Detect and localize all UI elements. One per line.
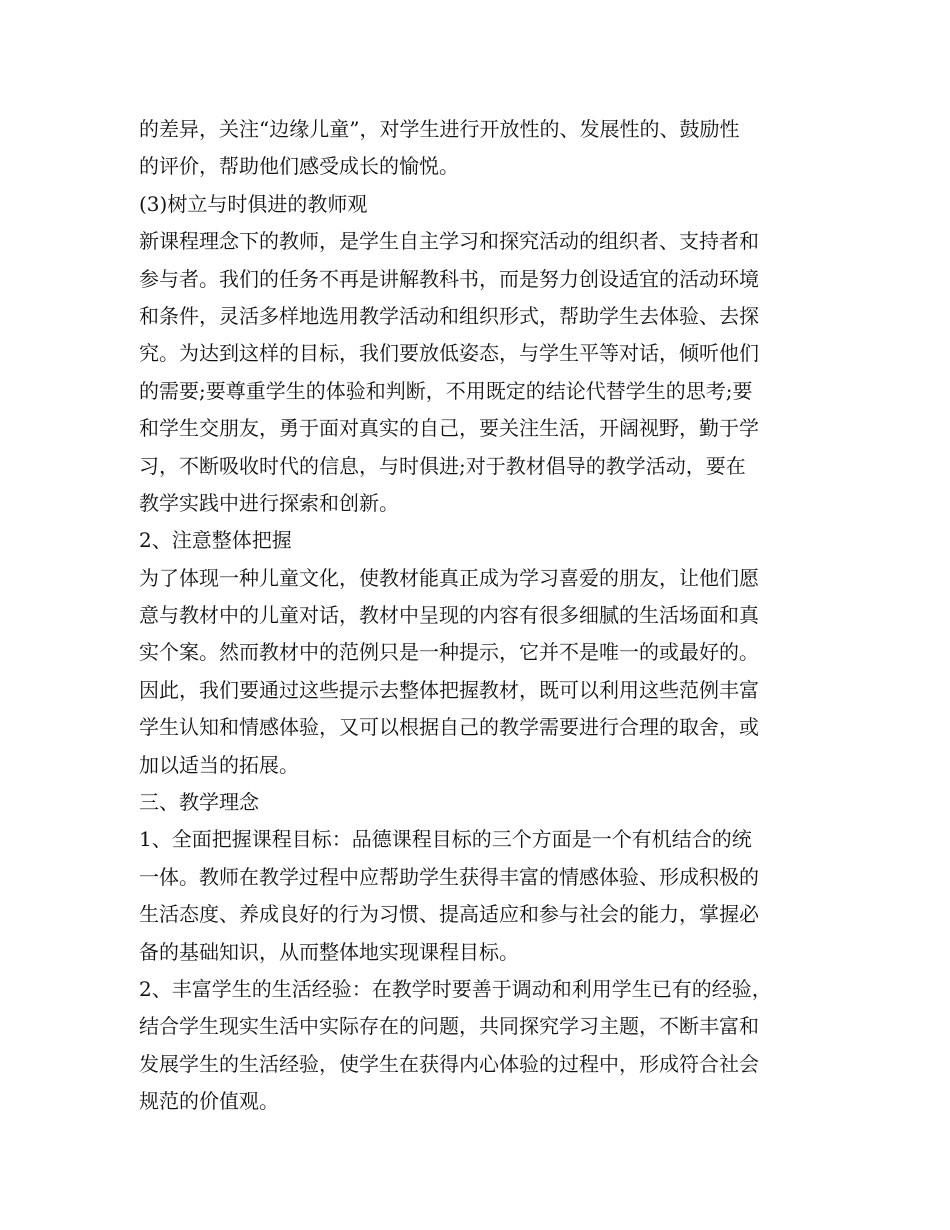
text-line: 究。为达到这样的目标，我们要放低姿态，与学生平等对话，倾听他们 — [139, 341, 759, 366]
text-line: 的差异，关注“边缘儿童”，对学生进行开放性的、发展性的、鼓励性 — [139, 117, 740, 141]
section-heading: 三、教学理念 — [139, 790, 259, 815]
text-line: 和学生交朋友，勇于面对真实的自己，要关注生活，开阔视野，勤于学 — [139, 416, 759, 441]
text-line: 1、全面把握课程目标：品德课程目标的三个方面是一个有机结合的统 — [139, 827, 752, 852]
document-body-text — [139, 111, 829, 1121]
text-line: 和条件，灵活多样地选用教学活动和组织形式，帮助学生去体验、去探 — [139, 303, 759, 328]
text-line: 2、丰富学生的生活经验：在教学时要善于调动和利用学生已有的经验， — [139, 976, 772, 1001]
text-line: 加以适当的拓展。 — [139, 752, 299, 777]
text-line: 实个案。然而教材中的范例只是一种提示，它并不是唯一的或最好的。 — [139, 640, 759, 665]
text-line: 规范的价值观。 — [139, 1089, 279, 1114]
text-line: 习，不断吸收时代的信息，与时俱进;对于教材倡导的教学活动，要在 — [139, 453, 746, 478]
text-line: 的需要;要尊重学生的体验和判断，不用既定的结论代替学生的思考;要 — [139, 378, 753, 403]
text-line: 一体。教师在教学过程中应帮助学生获得丰富的情感体验、形成积极的 — [139, 864, 759, 889]
text-line: 学生认知和情感体验，又可以根据自己的教学需要进行合理的取舍，或 — [139, 715, 759, 740]
text-line: 的评价，帮助他们感受成长的愉悦。 — [139, 154, 459, 179]
text-line: 为了体现一种儿童文化，使教材能真正成为学习喜爱的朋友，让他们愿 — [139, 565, 759, 590]
text-line: 发展学生的生活经验，使学生在获得内心体验的过程中，形成符合社会 — [139, 1051, 759, 1076]
text-line: 结合学生现实生活中实际存在的问题，共同探究学习主题，不断丰富和 — [139, 1014, 759, 1039]
text-line: 生活态度、养成良好的行为习惯、提高适应和参与社会的能力，掌握必 — [139, 902, 759, 927]
section-heading: 2、注意整体把握 — [139, 528, 292, 553]
text-line: 因此，我们要通过这些提示去整体把握教材，既可以利用这些范例丰富 — [139, 677, 759, 702]
text-line: 备的基础知识，从而整体地实现课程目标。 — [139, 939, 519, 964]
text-line: 意与教材中的儿童对话，教材中呈现的内容有很多细腻的生活场面和真 — [139, 603, 759, 628]
text-line: 教学实践中进行探索和创新。 — [139, 490, 399, 515]
section-heading: (3)树立与时俱进的教师观 — [139, 191, 368, 216]
text-line: 新课程理念下的教师，是学生自主学习和探究活动的组织者、支持者和 — [139, 229, 759, 254]
text-line: 参与者。我们的任务不再是讲解教科书，而是努力创设适宜的活动环境 — [139, 266, 759, 291]
